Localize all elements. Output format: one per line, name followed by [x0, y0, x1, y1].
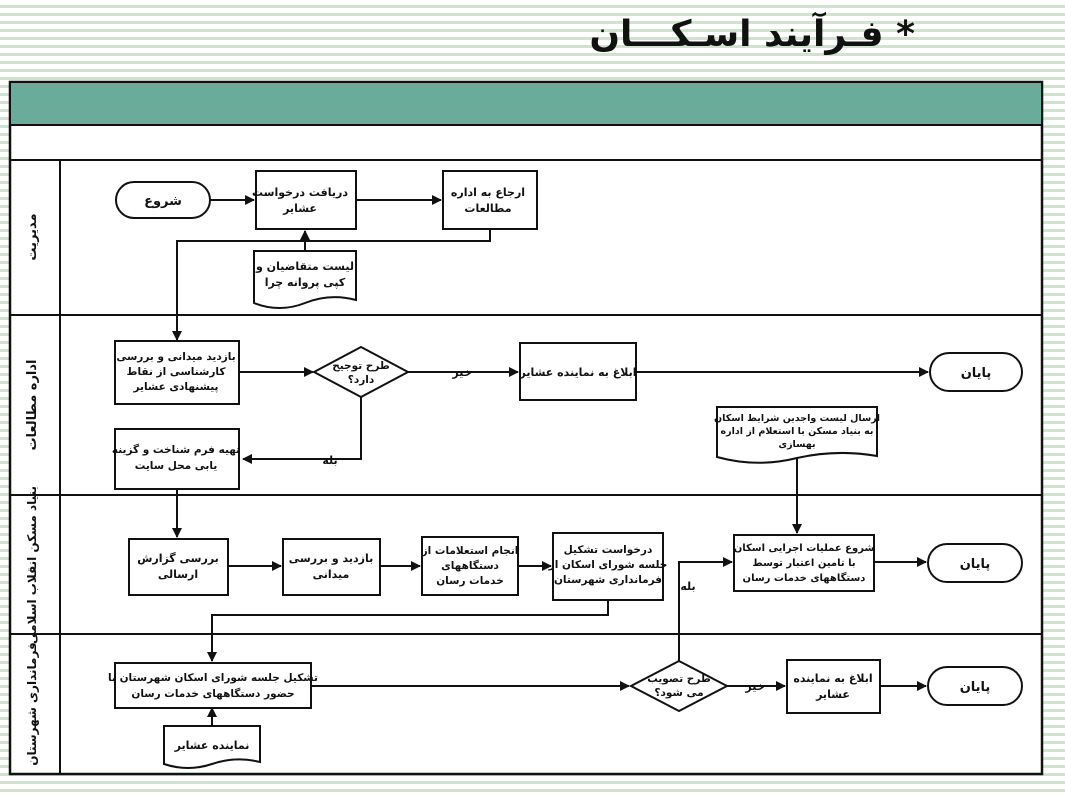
- svg-text:مدیریت: مدیریت: [25, 213, 40, 261]
- start-node: [116, 182, 210, 218]
- lane-label-studies: [25, 359, 40, 450]
- svg-text:با تامین اعتبار توسط: با تامین اعتبار توسط: [752, 558, 856, 569]
- svg-text:طرح تصویب: طرح تصویب: [647, 673, 711, 685]
- svg-text:پایان: پایان: [960, 366, 992, 381]
- svg-text:مطالعات: مطالعات: [464, 202, 512, 215]
- site-selection-form-node: [112, 429, 240, 489]
- notify-representative-node-2: [787, 660, 880, 713]
- svg-text:شروع عملیات اجرایی اسکان: شروع عملیات اجرایی اسکان: [733, 543, 875, 554]
- svg-text:پایان: پایان: [959, 557, 991, 572]
- svg-text:می شود؟: می شود؟: [654, 687, 704, 699]
- svg-text:ارسالی: ارسالی: [157, 568, 199, 581]
- svg-text:جلسه شورای اسکان از: جلسه شورای اسکان از: [548, 559, 668, 571]
- council-request-node: [548, 533, 668, 600]
- end-node-3: [928, 667, 1022, 705]
- lane-label-governorate: [25, 642, 39, 766]
- svg-text:دستگاههای: دستگاههای: [441, 560, 499, 572]
- end-node-2: [928, 544, 1022, 582]
- svg-text:حضور دستگاههای خدمات رسان: حضور دستگاههای خدمات رسان: [131, 688, 295, 700]
- svg-text:فرمانداری شهرستان: فرمانداری شهرستان: [25, 642, 39, 766]
- svg-text:دریافت درخواست: دریافت درخواست: [252, 186, 348, 199]
- inquiries-node: [421, 537, 519, 595]
- svg-text:اداره مطالعات: اداره مطالعات: [25, 359, 40, 451]
- svg-text:دارد؟: دارد؟: [347, 374, 375, 386]
- svg-text:به بنیاد مسکن با استعلام از اد: به بنیاد مسکن با استعلام از اداره: [720, 426, 874, 437]
- svg-text:عشایر: عشایر: [816, 688, 850, 701]
- svg-text:تشکیل جلسه شورای اسکان شهرستان: تشکیل جلسه شورای اسکان شهرستان با: [108, 672, 318, 684]
- svg-text:پیشنهادی عشایر: پیشنهادی عشایر: [133, 381, 219, 393]
- svg-text:شروع: شروع: [144, 194, 182, 209]
- svg-text:بازدید میدانی و بررسی: بازدید میدانی و بررسی: [116, 351, 236, 363]
- svg-text:بازدید و بررسی: بازدید و بررسی: [288, 552, 374, 565]
- svg-text:لیست متقاضیان و: لیست متقاضیان و: [256, 260, 354, 273]
- svg-text:ارجاع به اداره: ارجاع به اداره: [450, 186, 526, 199]
- edge-label-no-1: خیر: [452, 366, 472, 379]
- svg-text:پایان: پایان: [959, 680, 991, 695]
- svg-text:طرح توجیح: طرح توجیح: [332, 360, 390, 372]
- start-execution-node: [734, 535, 875, 591]
- svg-text:کارشناسی از نقاط: کارشناسی از نقاط: [126, 366, 226, 378]
- svg-text:نماینده عشایر: نماینده عشایر: [174, 739, 250, 752]
- svg-text:ابلاغ به نماینده: ابلاغ به نماینده: [793, 672, 873, 685]
- lane-label-management: [25, 213, 40, 260]
- edge-label-yes-1: بله: [322, 454, 338, 467]
- svg-text:یابی محل سایت: یابی محل سایت: [134, 460, 218, 472]
- field-visit-node: [115, 341, 239, 404]
- edge-label-yes-2: بله: [680, 580, 696, 593]
- svg-text:عشایر: عشایر: [283, 202, 317, 215]
- svg-text:میدانی: میدانی: [312, 568, 350, 581]
- svg-text:ارسال لیست واجدین شرایط اسکان: ارسال لیست واجدین شرایط اسکان: [714, 413, 880, 424]
- svg-text:کپی پروانه چرا: کپی پروانه چرا: [264, 276, 346, 289]
- svg-text:بنیاد مسکن انقلاب اسلامی: بنیاد مسکن انقلاب اسلامی: [25, 486, 39, 644]
- receive-request-node: [252, 171, 356, 229]
- svg-text:درخواست تشکیل: درخواست تشکیل: [563, 544, 653, 556]
- review-report-node: [129, 539, 228, 595]
- svg-text:بررسی گزارش: بررسی گزارش: [137, 552, 219, 565]
- svg-text:فرمانداری شهرستان: فرمانداری شهرستان: [553, 574, 663, 586]
- svg-text:ابلاغ به نماینده عشایر: ابلاغ به نماینده عشایر: [519, 366, 637, 379]
- notify-representative-node-1: [519, 343, 637, 400]
- field-inspection-node: [283, 539, 380, 595]
- lane-label-housing-foundation: [25, 486, 39, 644]
- svg-text:انجام استعلامات از: انجام استعلامات از: [421, 545, 519, 557]
- svg-text:دستگاههای خدمات رسان: دستگاههای خدمات رسان: [742, 573, 866, 584]
- edge-label-no-2: خیر: [745, 680, 765, 693]
- header-band: [11, 83, 1041, 125]
- council-meeting-node: [108, 663, 318, 708]
- title-text: فـرآیند اسـکـــان: [589, 14, 884, 55]
- asterisk-icon: *: [896, 14, 915, 55]
- svg-text:تهیه فرم شناخت و گزینه: تهیه فرم شناخت و گزینه: [111, 444, 241, 456]
- refer-node: [443, 171, 537, 229]
- svg-text:خدمات رسان: خدمات رسان: [436, 575, 504, 587]
- svg-text:بهسازی: بهسازی: [778, 439, 816, 450]
- end-node-1: [930, 353, 1022, 391]
